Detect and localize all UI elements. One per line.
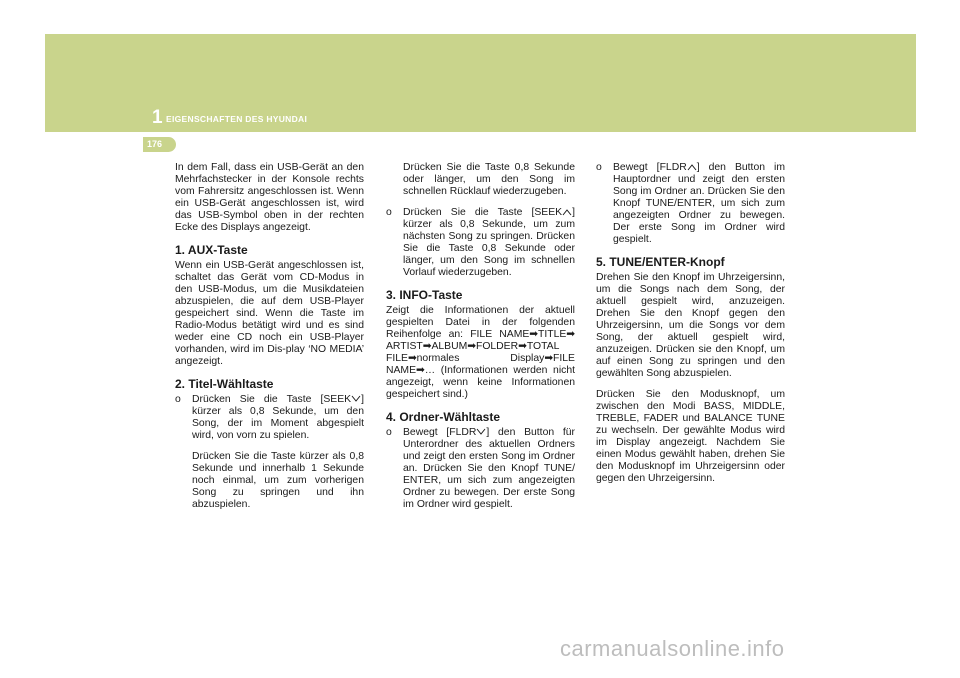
bullet-mark: o <box>596 162 602 173</box>
chevron-up-icon <box>687 163 697 171</box>
rewind-paragraph: Drücken Sie die Taste 0,8 Sekunde oder länger, um den Song im schnellen Rücklauf wiederzugeben. <box>403 162 575 197</box>
bullet-text: ] kürzer als 0,8 Sekunde, um den Song, der im Moment abgespielt wird, von vorn zu spielen. <box>192 394 364 441</box>
bullet-text: Drücken Sie die Taste [SEEK <box>192 394 352 405</box>
bullet-mark: o <box>175 394 181 405</box>
bullet-text: ] den Button für Unterordner des aktuellen Ordners und zeigt den ersten Song im Ordner an. Drücken Sie den Knopf TUNE/ ENTER, um sich zum angezeigten Ordner zu bewegen. Der erste Song im Ordner wird gespielt. <box>403 427 575 510</box>
bullet-text: Drücken Sie die Taste [SEEK <box>403 207 563 218</box>
title-heading: 2. Titel-Wähltaste <box>175 377 274 391</box>
chapter-number: 1 <box>152 107 163 128</box>
bullet-text: Bewegt [FLDR <box>403 427 477 438</box>
chevron-down-icon <box>351 395 361 403</box>
column-3 <box>596 162 785 494</box>
tune-heading: 5. TUNE/ENTER-Knopf <box>596 255 725 269</box>
intro-paragraph: In dem Fall, dass ein USB-Gerät an den Mehrfachstecker in der Konsole rechts vom Fahrersitz angeschlossen ist. Wenn ein USB-Gerät angeschlossen ist, wird das USB-Symbol oben in der rechten Ecke des Displays angezeigt. <box>175 162 364 233</box>
bullet-text: ] kürzer als 0,8 Sekunde, um zum nächsten Song zu springen. Drücken Sie die Taste 0,8 Sekunde oder länger, um den Song im schnellen Vorlauf wiederzugeben. <box>403 207 575 278</box>
title-paragraph-2: Drücken Sie die Taste kürzer als 0,8 Sekunde und innerhalb 1 Sekunde noch einmal, um zum vorherigen Song zu springen und ihn abzuspielen. <box>192 451 364 510</box>
folder-heading: 4. Ordner-Wähltaste <box>386 410 501 424</box>
list-item <box>386 427 575 511</box>
tune-paragraph-2: Drücken Sie den Modusknopf, um zwischen den Modi BASS, MIDDLE, TREBLE, FADER und BALANCE TUNE zu wechseln. Der gewählte Modus wird im Display angezeigt. Nachdem Sie einen Modus gewählt haben, drehen Sie den Modusknopf im Uhrzeigersinn oder gegen den Uhrzeigersinn. <box>596 389 785 484</box>
tune-paragraph-1: Drehen Sie den Knopf im Uhrzeigersinn, um die Songs nach dem Song, der aktuell gespielt wird, anzuzeigen. Drehen Sie den Knopf gegen den Uhrzeigersinn, um die Songs vor dem Song, der aktuell gespielt wird, anzuzeigen. Drücken sie den Knopf, um auf einen Song zu springen und den gewählten Song abzuspielen. <box>596 272 785 379</box>
watermark: carmanualsonline.info <box>560 636 785 661</box>
bullet-mark: o <box>386 207 392 218</box>
list-item <box>175 394 364 442</box>
list-item <box>386 207 575 279</box>
chevron-up-icon <box>562 208 572 216</box>
info-heading: 3. INFO-Taste <box>386 288 463 302</box>
aux-heading: 1. AUX-Taste <box>175 243 248 257</box>
aux-paragraph: Wenn ein USB-Gerät angeschlossen ist, schaltet das Gerät vom CD-Modus in den USB-Modus, um die Musikdateien abzuspielen, die auf dem USB-Player gespeichert sind. Wenn die Taste im Radio-Modus betätigt wird und es sind weder eine CD noch ein USB-Player vorhanden, wird im Dis-play ‘NO MEDIA’ angezeigt. <box>175 260 364 367</box>
bullet-text: Bewegt [FLDR <box>613 162 687 173</box>
list-item <box>596 162 785 246</box>
page-number: 176 <box>147 139 163 149</box>
chapter-title: EIGENSCHAFTEN DES HYUNDAI <box>166 114 308 124</box>
column-1 <box>175 162 364 520</box>
column-2 <box>386 162 575 520</box>
info-paragraph: Zeigt die Informationen der aktuell gespielten Datei in der folgenden Reihenfolge an: FILE NAME➡TITLE➡ ARTIST➡ALBUM➡FOLDER➡TOTAL FILE➡normales Display➡FILE NAME➡… (Informationen werden nicht angezeigt, wenn keine Informationen gespeichert sind.) <box>386 305 575 400</box>
bullet-mark: o <box>386 427 392 438</box>
bullet-text: ] den Button im Hauptordner und zeigt den ersten Song im Ordner an. Drücken Sie den Knopf TUNE/ENTER, um sich zum angezeigten Ordner zu bewegen. Der erste Song im Ordner wird gespielt. <box>613 162 785 245</box>
chevron-down-icon <box>476 428 486 436</box>
